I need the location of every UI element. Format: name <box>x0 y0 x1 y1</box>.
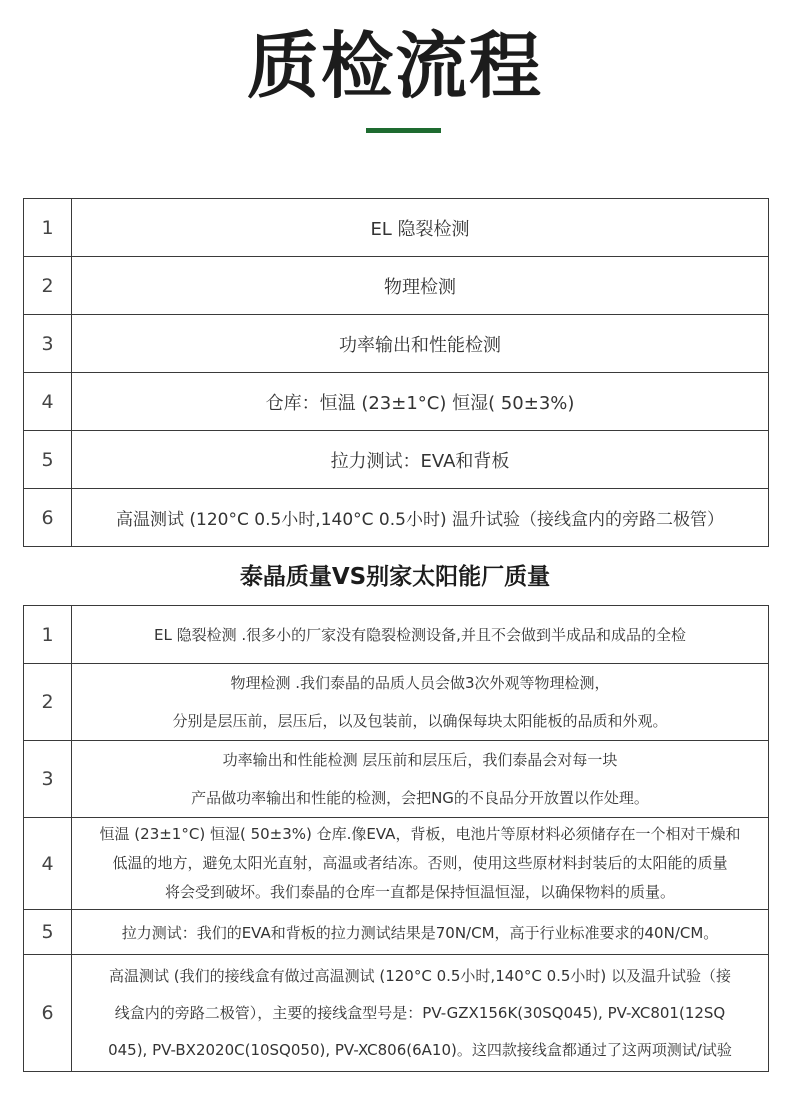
row-text <box>72 818 769 910</box>
row-line: 分别是层压前，层压后，以及包装前，以确保每块太阳能板的品质和外观。 <box>172 712 668 730</box>
row-number: 2 <box>24 257 72 315</box>
row-line: 产品做功率输出和性能的检测，会把NG的不良品分开放置以作处理。 <box>191 789 649 807</box>
table-row <box>24 910 769 955</box>
row-text: 仓库：恒温 (23±1°C) 恒湿( 50±3%) <box>72 373 769 431</box>
row-number: 5 <box>24 910 72 955</box>
row-number: 3 <box>24 741 72 818</box>
row-line: 拉力测试：我们的EVA和背板的拉力测试结果是70N/CM，高于行业标准要求的40N/CM。 <box>121 923 719 942</box>
row-text: 物理检测 <box>72 257 769 315</box>
row-text: EL 隐裂检测 <box>72 199 769 257</box>
row-text <box>72 741 769 818</box>
process-table <box>23 198 769 547</box>
row-number: 6 <box>24 955 72 1072</box>
row-line: 恒温 (23±1°C) 恒湿( 50±3%) 仓库.像EVA，背板，电池片等原材料必须储存在一个相对干燥和 <box>99 825 741 843</box>
page-title: 质检流程 <box>246 24 543 108</box>
table-row <box>24 955 769 1072</box>
row-text <box>72 955 769 1072</box>
table-row <box>24 199 769 257</box>
comparison-title: 泰晶质量VS别家太阳能厂质量 <box>239 564 551 590</box>
row-line: 低温的地方，避免太阳光直射，高温或者结冻。否则，使用这些原材料封装后的太阳能的质量 <box>112 854 728 872</box>
row-text <box>72 910 769 955</box>
row-line: 高温测试 (我们的接线盒有做过高温测试 (120°C 0.5小时,140°C 0.5小时) 以及温升试验（接 <box>108 966 732 985</box>
row-line: 045), PV-BX2020C(10SQ050), PV-XC806(6A10)。这四款接线盒都通过了这两项测试/试验 <box>108 1040 732 1059</box>
row-line: 物理检测 .我们泰晶的品质人员会做3次外观等物理检测， <box>230 674 610 692</box>
table-row <box>24 431 769 489</box>
row-line: 线盒内的旁路二极管），主要的接线盒型号是：PV-GZX156K(30SQ045), PV-XC801(12SQ <box>114 1003 726 1022</box>
row-number: 3 <box>24 315 72 373</box>
row-number: 4 <box>24 818 72 910</box>
row-number: 6 <box>24 489 72 547</box>
table-row <box>24 818 769 910</box>
row-number: 1 <box>24 606 72 664</box>
row-number: 1 <box>24 199 72 257</box>
row-line: 将会受到破坏。我们泰晶的仓库一直都是保持恒温恒湿，以确保物料的质量。 <box>164 883 675 901</box>
table-row <box>24 489 769 547</box>
row-number: 4 <box>24 373 72 431</box>
row-text: 功率输出和性能检测 <box>72 315 769 373</box>
table-row <box>24 257 769 315</box>
row-line: EL 隐裂检测 .很多小的厂家没有隐裂检测设备,并且不会做到半成品和成品的全检 <box>154 626 686 644</box>
comparison-table <box>23 605 769 1072</box>
table-row <box>24 373 769 431</box>
table-row <box>24 664 769 741</box>
table-row <box>24 315 769 373</box>
table-row <box>24 741 769 818</box>
row-text <box>72 664 769 741</box>
row-text <box>72 606 769 664</box>
row-text: 拉力测试：EVA和背板 <box>72 431 769 489</box>
row-line: 功率输出和性能检测 层压前和层压后，我们泰晶会对每一块 <box>222 751 618 769</box>
table-row <box>24 606 769 664</box>
row-number: 2 <box>24 664 72 741</box>
row-text: 高温测试 (120°C 0.5小时,140°C 0.5小时) 温升试验（接线盒内的旁路二极管） <box>72 489 769 547</box>
title-underline <box>366 128 441 133</box>
row-number: 5 <box>24 431 72 489</box>
